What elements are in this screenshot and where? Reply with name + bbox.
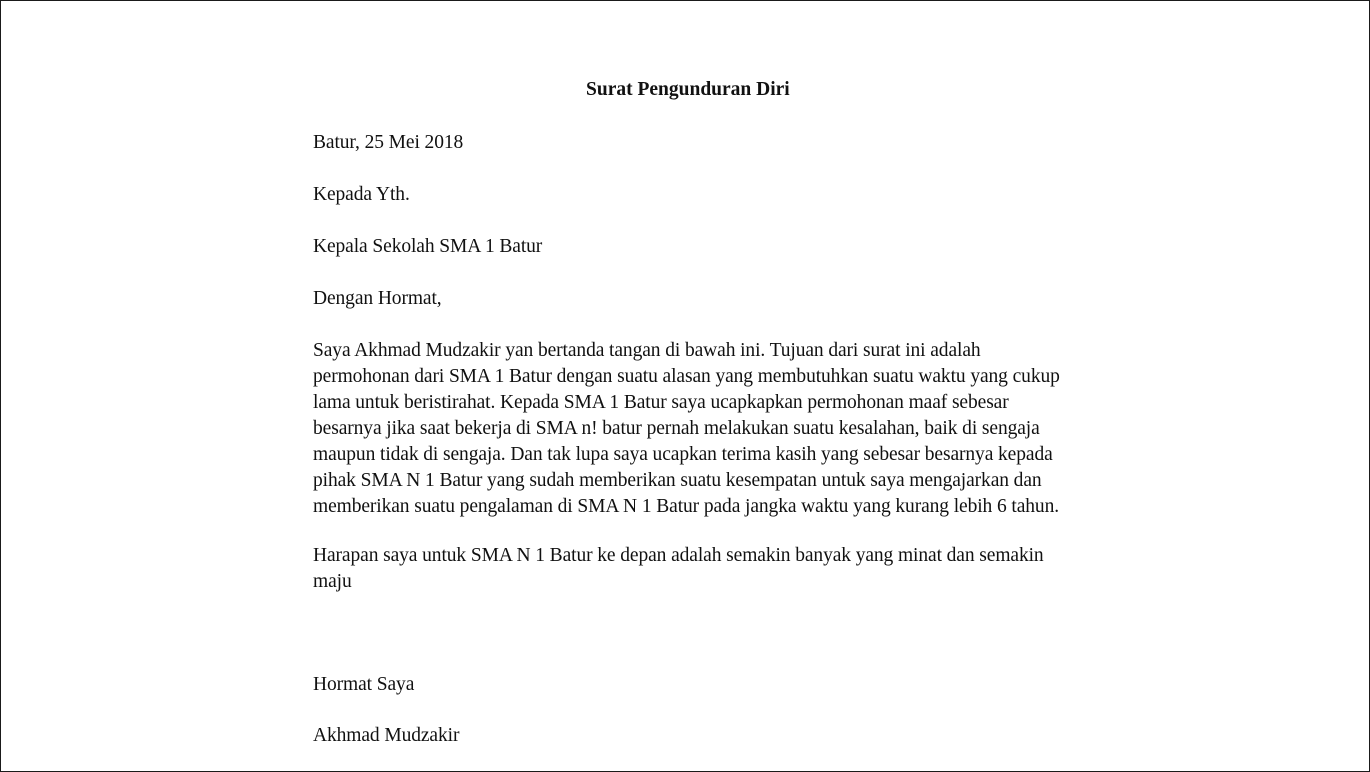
recipient-greeting: Kepada Yth. [313, 184, 410, 205]
body-line: pihak SMA N 1 Batur yang sudah memberikan suatu kesempatan untuk saya mengajarkan dan [313, 470, 1042, 491]
hope-paragraph [313, 543, 1044, 595]
letter-date: Batur, 25 Mei 2018 [313, 132, 464, 153]
hope-line: Harapan saya untuk SMA N 1 Batur ke depan adalah semakin banyak yang minat dan semakin [313, 545, 1044, 566]
recipient: Kepala Sekolah SMA 1 Batur [313, 236, 543, 257]
body-line: lama untuk beristirahat. Kepada SMA 1 Batur saya ucapkapkan permohonan maaf sebesar [313, 392, 1009, 413]
closing: Hormat Saya [313, 674, 415, 695]
body-line: besarnya jika saat bekerja di SMA n! batur pernah melakukan suatu kesalahan, baik di sengaja [313, 418, 1040, 439]
body-paragraph [313, 338, 1060, 520]
letter-title: Surat Pengunduran Diri [586, 79, 790, 100]
body-line: maupun tidak di sengaja. Dan tak lupa saya ucapkan terima kasih yang sebesar besarnya kepada [313, 444, 1053, 465]
salutation: Dengan Hormat, [313, 288, 442, 309]
signature-name: Akhmad Mudzakir [313, 725, 460, 746]
body-line: memberikan suatu pengalaman di SMA N 1 Batur pada jangka waktu yang kurang lebih 6 tahun. [313, 496, 1060, 517]
hope-line: maju [313, 571, 352, 592]
body-line: Saya Akhmad Mudzakir yan bertanda tangan di bawah ini. Tujuan dari surat ini adalah [313, 340, 981, 361]
body-line: permohonan dari SMA 1 Batur dengan suatu alasan yang membutuhkan suatu waktu yang cukup [313, 366, 1060, 387]
